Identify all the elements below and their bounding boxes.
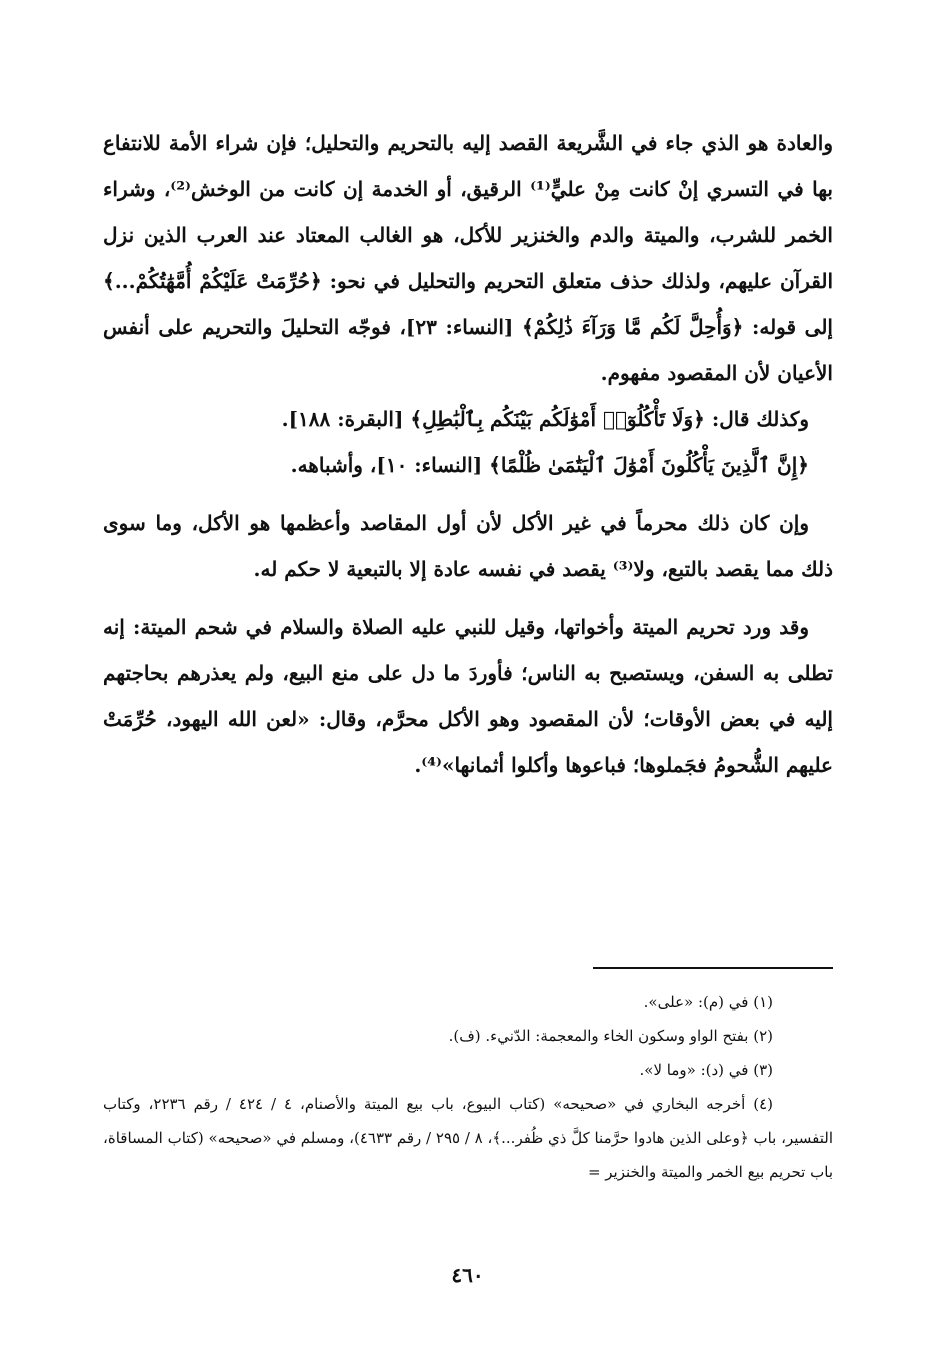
page-number: ٤٦٠ — [451, 1263, 484, 1287]
paragraph-4: وإن كان ذلك محرماً في غير الأكل لأن أول المقاصد وأعظمها هو الأكل، وما سوى ذلك مما يقصد بالتبع، ولا⁽³⁾ يقصد في نفسه عادة إلا بالتبعية لا حكم له. — [103, 511, 833, 581]
footnotes — [103, 985, 833, 1189]
footnote-separator — [593, 967, 833, 969]
main-text — [103, 120, 833, 788]
paragraph-2: وكذلك قال: ﴿وَلَا تَأْكُلُوٓا۟ أَمْوَٰلَكُم بَيْنَكُم بِٱلْبَٰطِلِ﴾ [البقرة: ١٨٨]. — [281, 407, 809, 431]
footnote-4: (٤) أخرجه البخاري في «صحيحه» (كتاب البيوع، باب بيع الميتة والأصنام، ٤ / ٤٢٤ / رقم ٢٢٣٦، وكتاب التفسير، باب ﴿وعلى الذين هادوا حرَّمنا كلَّ ذي ظُفر...﴾، ٨ / ٢٩٥ / رقم ٤٦٣٣)، ومسلم في «صحيحه» (كتاب المساقاة، باب تحريم بيع الخمر والميتة والخنزير = — [103, 1095, 833, 1181]
footnote-3: (٣) في (د): «وما لا». — [639, 1061, 773, 1079]
footnote-1: (١) في (م): «على». — [643, 993, 773, 1011]
paragraph-1: والعادة هو الذي جاء في الشَّريعة القصد إليه بالتحريم والتحليل؛ فإن شراء الأمة للانتفاع بها في التسري إنْ كانت مِنْ عليٍّ⁽¹⁾ الرقيق، أو الخدمة إن كانت من الوخش⁽²⁾، وشراء الخمر للشرب، والميتة والدم والخنزير للأكل، هو الغالب المعتاد عند العرب الذين نزل القرآن عليهم، ولذلك حذف متعلق التحريم والتحليل في نحو: ﴿حُرِّمَتْ عَلَيْكُمْ أُمَّهَٰتُكُمْ...﴾ إلى قوله: ﴿وَأُحِلَّ لَكُم مَّا وَرَآءَ ذَٰلِكُمْ﴾ [النساء: ٢٣]، فوجّه التحليلَ والتحريم على أنفس الأعيان لأن المقصود مفهوم. — [103, 131, 833, 385]
paragraph-3: ﴿إِنَّ ٱلَّذِينَ يَأْكُلُونَ أَمْوَٰلَ ٱلْيَتَٰمَىٰ ظُلْمًا﴾ [النساء: ١٠]، وأشباهه. — [290, 453, 809, 477]
footnote-2: (٢) بفتح الواو وسكون الخاء والمعجمة: الدّنيء. (ف). — [448, 1027, 773, 1045]
paragraph-5: وقد ورد تحريم الميتة وأخواتها، وقيل للنبي عليه الصلاة والسلام في شحم الميتة: إنه تطلى به السفن، ويستصبح به الناس؛ فأوردَ ما دل على منع البيع، ولم يعذرهم بحاجتهم إليه في بعض الأوقات؛ لأن المقصود وهو الأكل محرَّم، وقال: «لعن الله اليهود، حُرِّمَتْ عليهم الشُّحومُ فجَملوها؛ فباعوها وأكلوا أثمانها»⁽⁴⁾. — [103, 615, 833, 777]
